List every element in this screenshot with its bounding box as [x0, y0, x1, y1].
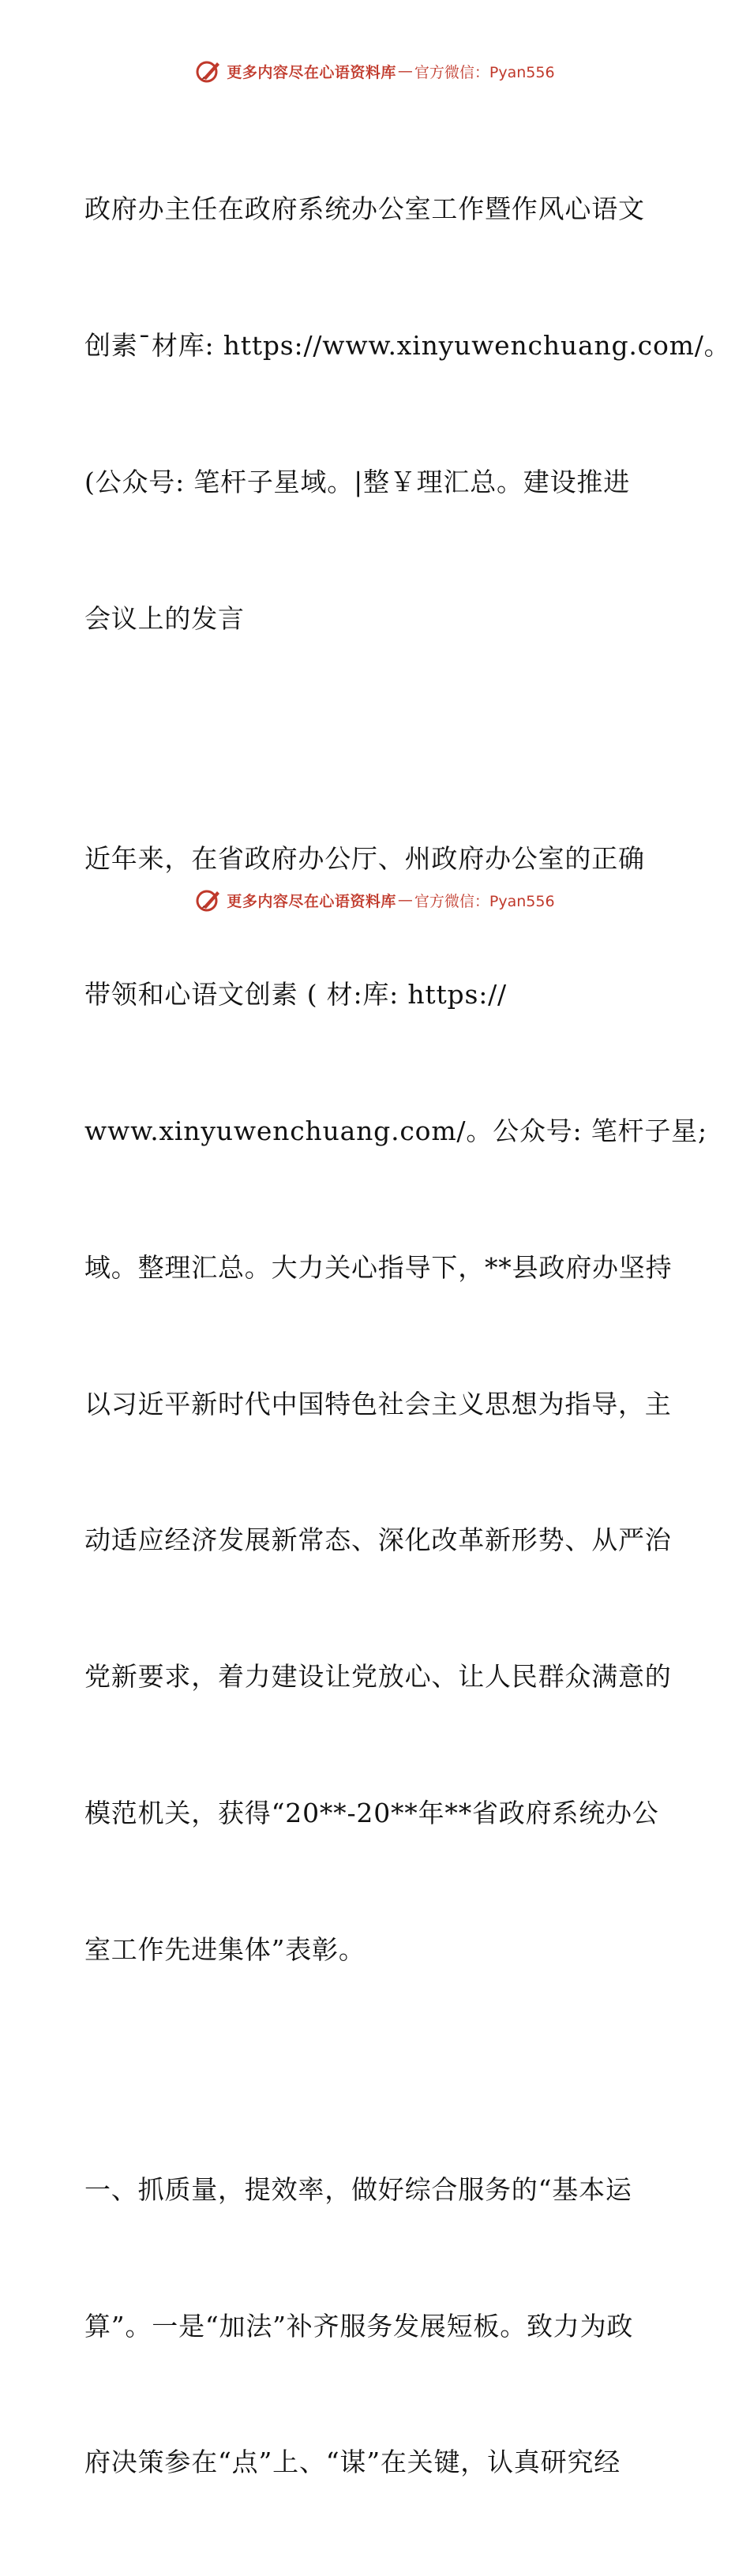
quill-pen-icon: [195, 887, 222, 913]
watermark-wechat-text: 官方微信：Pyan556: [414, 892, 555, 910]
paragraph-line: 带领和心语文创素 ( 材:库: https://: [84, 979, 507, 1011]
watermark-wechat-text: 官方微信：Pyan556: [414, 63, 555, 81]
paragraph-line: 党新要求，着力建设让党放心、让人民群众满意的: [84, 1661, 672, 1693]
paragraph-line: 室工作先进集体”表彰。: [84, 1933, 366, 1965]
header-watermark: [0, 55, 750, 87]
title-line: (公众号: 笔杆子星域。|整￥理汇总。建设推进: [84, 466, 631, 497]
paragraph-section-one: [77, 2076, 670, 2576]
paragraph-line: 模范机关，获得“20**-20**年**省政府系统办公: [84, 1797, 659, 1828]
paragraph-line: 算”。一是“加法”补齐服务发展短板。致力为政: [84, 2310, 634, 2342]
watermark-main-text: 更多内容尽在心语资料库: [227, 892, 396, 910]
document-title: [77, 96, 731, 732]
title-line: 政府办主任在政府系统办公室工作暨作风心语文: [84, 193, 645, 225]
watermark-dash: —: [397, 891, 413, 909]
paragraph-line: 近年来，在省政府办公厅、州政府办公室的正确: [84, 842, 645, 874]
paragraph-line: 府决策参在“点”上、“谋”在关键，认真研究经: [84, 2447, 621, 2478]
paragraph-line: 一、抓质量，提效率，做好综合服务的“基本运: [84, 2173, 632, 2205]
paragraph-line: 域。整理汇总。大力关心指导下，**县政府办坚持: [84, 1251, 673, 1283]
title-line: 创素¯材库: https://www.xinyuwenchuang.com/。: [84, 329, 731, 361]
paragraph-line: 以习近平新时代中国特色社会主义思想为指导，主: [84, 1388, 672, 1419]
paragraph-intro: [77, 744, 707, 2063]
quill-pen-icon: [195, 58, 222, 84]
footer-watermark: [0, 884, 750, 916]
watermark-main-text: 更多内容尽在心语资料库: [227, 63, 396, 81]
title-line: 会议上的发言: [84, 602, 245, 634]
document-body: [77, 96, 731, 2576]
paragraph-line: 动适应经济发展新常态、深化改革新形势、从严治: [84, 1524, 672, 1556]
watermark-dash: —: [397, 62, 413, 80]
paragraph-line: www.xinyuwenchuang.com/。公众号: 笔杆子星;: [84, 1116, 707, 1147]
